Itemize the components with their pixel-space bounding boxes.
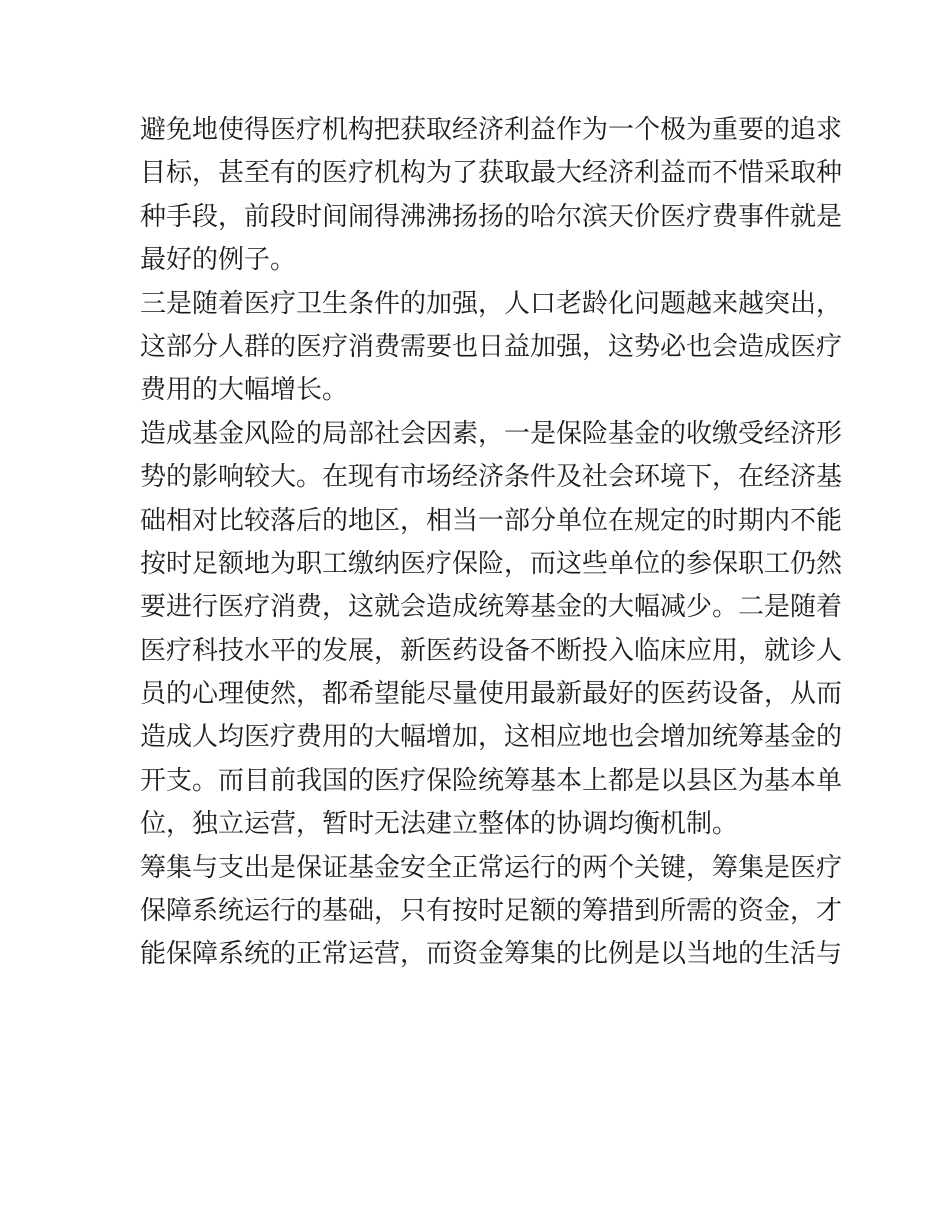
text-line: 能保障系统的正常运营，而资金筹集的比例是以当地的生活与: [140, 939, 843, 970]
text-line: 要进行医疗消费，这就会造成统筹基金的大幅减少。二是随着: [140, 592, 843, 623]
text-line: 开支。而目前我国的医疗保险统筹基本上都是以县区为基本单: [140, 765, 843, 796]
text-line: 筹集与支出是保证基金安全正常运行的两个关键，筹集是医疗: [140, 852, 843, 883]
paragraph: [140, 413, 843, 847]
text-line: 三是随着医疗卫生条件的加强，人口老龄化问题越来越突出，: [140, 288, 843, 319]
paragraph: [140, 109, 843, 283]
text-line: 础相对比较落后的地区，相当一部分单位在规定的时期内不能: [140, 505, 843, 536]
text-line: 这部分人群的医疗消费需要也日益加强，这势必也会造成医疗: [140, 331, 843, 362]
text-line: 位，独立运营，暂时无法建立整体的协调均衡机制。: [140, 809, 739, 840]
document-body: [140, 109, 843, 977]
text-line: 目标，甚至有的医疗机构为了获取最大经济利益而不惜采取种: [140, 158, 843, 189]
paragraph: [140, 283, 843, 413]
text-line: 造成人均医疗费用的大幅增加，这相应地也会增加统筹基金的: [140, 722, 843, 753]
text-line: 避免地使得医疗机构把获取经济利益作为一个极为重要的追求: [140, 115, 843, 145]
text-line: 医疗科技水平的发展，新医药设备不断投入临床应用，就诊人: [140, 635, 843, 666]
text-line: 造成基金风险的局部社会因素，一是保险基金的收缴受经济形: [140, 418, 843, 449]
text-line: 种手段，前段时间闹得沸沸扬扬的哈尔滨天价医疗费事件就是: [140, 201, 843, 232]
text-line: 势的影响较大。在现有市场经济条件及社会环境下，在经济基: [140, 462, 843, 493]
text-line: 员的心理使然，都希望能尽量使用最新最好的医药设备，从而: [140, 679, 843, 710]
text-line: 费用的大幅增长。: [140, 375, 349, 406]
text-line: 按时足额地为职工缴纳医疗保险，而这些单位的参保职工仍然: [140, 548, 843, 579]
text-line: 保障系统运行的基础，只有按时足额的筹措到所需的资金，才: [140, 896, 843, 927]
text-line: 最好的例子。: [140, 245, 297, 276]
paragraph: [140, 847, 843, 977]
